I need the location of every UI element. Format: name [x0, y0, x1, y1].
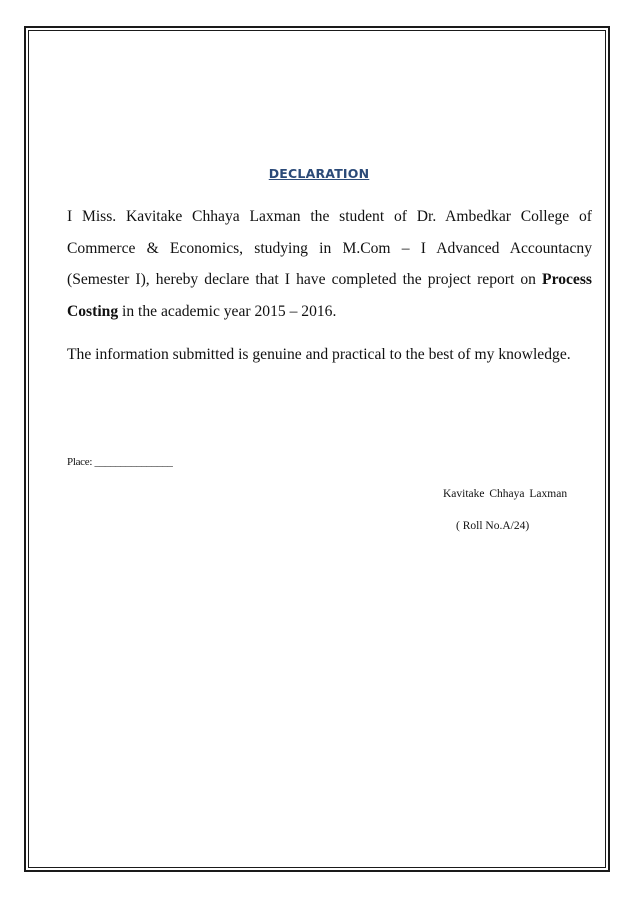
project-title: Process Costing	[67, 271, 592, 320]
paragraph-text-start: I Miss. Kavitake Chhaya Laxman the student of Dr. Ambedkar College of Commerce & Economics, studying in M.Com – I Advanced Accountacny (Semester I), hereby declare that I have completed the project report on	[67, 208, 592, 288]
place-field: Place: _______________	[67, 456, 173, 468]
declaration-paragraph	[67, 201, 592, 327]
roll-number: ( Roll No.A/24)	[456, 520, 530, 532]
signature-name: Kavitake Chhaya Laxman	[443, 488, 568, 500]
information-paragraph: The information submitted is genuine and practical to the best of my knowledge.	[67, 346, 571, 363]
paragraph-text-end: in the academic year 2015 – 2016.	[118, 302, 337, 320]
page-border-inner	[28, 30, 606, 868]
declaration-heading: DECLARATION	[268, 166, 370, 181]
